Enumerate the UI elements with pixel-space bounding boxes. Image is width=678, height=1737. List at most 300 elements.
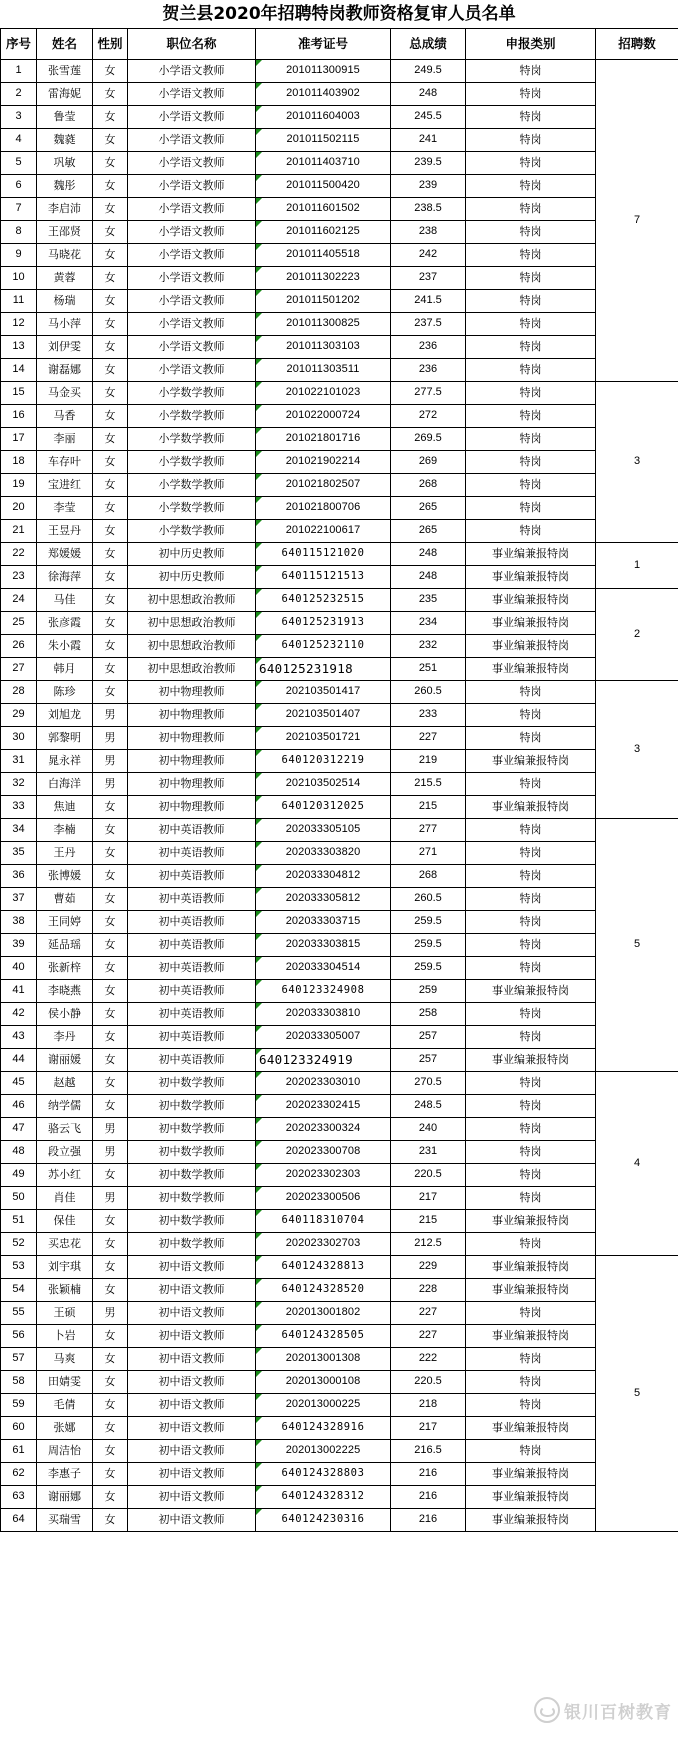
error-marker-icon <box>256 60 262 66</box>
cell-exam-number: 202103501721 <box>256 727 391 750</box>
table-row <box>1 589 678 612</box>
cell-exam-number: 201011300915 <box>256 60 391 83</box>
error-marker-icon <box>256 911 262 917</box>
table-row <box>1 129 678 152</box>
cell-exam-number: 201011502115 <box>256 129 391 152</box>
cell-index: 7 <box>1 198 37 221</box>
cell-score: 233 <box>391 704 466 727</box>
column-header-name: 姓名 <box>37 29 93 60</box>
cell-name: 巩敏 <box>37 152 93 175</box>
cell-index: 38 <box>1 911 37 934</box>
cell-name: 马金买 <box>37 382 93 405</box>
cell-position: 初中语文教师 <box>128 1348 256 1371</box>
column-header-exam-no: 准考证号 <box>256 29 391 60</box>
table-row <box>1 1509 678 1532</box>
table-row <box>1 520 678 543</box>
cell-name: 晁永祥 <box>37 750 93 773</box>
column-header-score: 总成绩 <box>391 29 466 60</box>
cell-exam-number: 201022101023 <box>256 382 391 405</box>
cell-position: 小学语文教师 <box>128 175 256 198</box>
table-body <box>1 60 678 1532</box>
cell-name: 买忠花 <box>37 1233 93 1256</box>
cell-score: 237.5 <box>391 313 466 336</box>
error-marker-icon <box>256 313 262 319</box>
cell-exam-number: 202033303810 <box>256 1003 391 1026</box>
cell-exam-number: 202023300506 <box>256 1187 391 1210</box>
column-header-quota: 招聘数 <box>596 29 678 60</box>
error-marker-icon <box>256 359 262 365</box>
cell-score: 227 <box>391 1302 466 1325</box>
cell-name: 马香 <box>37 405 93 428</box>
cell-name: 谢丽娜 <box>37 1486 93 1509</box>
cell-exam-number: 201011303103 <box>256 336 391 359</box>
cell-category: 特岗 <box>466 1233 596 1256</box>
cell-name: 王昱丹 <box>37 520 93 543</box>
cell-position: 初中物理教师 <box>128 773 256 796</box>
cell-name: 侯小静 <box>37 1003 93 1026</box>
cell-score: 227 <box>391 1325 466 1348</box>
cell-index: 11 <box>1 290 37 313</box>
error-marker-icon <box>256 474 262 480</box>
cell-exam-number: 202033304812 <box>256 865 391 888</box>
table-row <box>1 175 678 198</box>
error-marker-icon <box>256 796 262 802</box>
table-row <box>1 405 678 428</box>
table-row <box>1 198 678 221</box>
cell-index: 29 <box>1 704 37 727</box>
error-marker-icon <box>256 681 262 687</box>
cell-index: 39 <box>1 934 37 957</box>
cell-category: 事业编兼报特岗 <box>466 1417 596 1440</box>
cell-index: 19 <box>1 474 37 497</box>
cell-score: 241 <box>391 129 466 152</box>
table-row <box>1 1371 678 1394</box>
cell-position: 初中思想政治教师 <box>128 589 256 612</box>
cell-score: 249.5 <box>391 60 466 83</box>
cell-name: 李启沛 <box>37 198 93 221</box>
cell-exam-number: 640123324908 <box>256 980 391 1003</box>
table-row <box>1 612 678 635</box>
table-row <box>1 106 678 129</box>
cell-score: 242 <box>391 244 466 267</box>
cell-gender: 女 <box>93 244 128 267</box>
cell-name: 朱小霞 <box>37 635 93 658</box>
table-row <box>1 1072 678 1095</box>
table-row <box>1 267 678 290</box>
cell-score: 259.5 <box>391 957 466 980</box>
error-marker-icon <box>256 1348 262 1354</box>
cell-name: 张娜 <box>37 1417 93 1440</box>
cell-position: 小学数学教师 <box>128 474 256 497</box>
cell-name: 马小萍 <box>37 313 93 336</box>
table-row <box>1 865 678 888</box>
cell-name: 李莹 <box>37 497 93 520</box>
cell-score: 277 <box>391 819 466 842</box>
cell-score: 241.5 <box>391 290 466 313</box>
cell-name: 王丹 <box>37 842 93 865</box>
table-row <box>1 796 678 819</box>
table-row <box>1 428 678 451</box>
cell-position: 初中思想政治教师 <box>128 612 256 635</box>
cell-name: 宝进红 <box>37 474 93 497</box>
cell-position: 初中数学教师 <box>128 1210 256 1233</box>
cell-position: 小学语文教师 <box>128 152 256 175</box>
cell-name: 谢丽媛 <box>37 1049 93 1072</box>
cell-gender: 女 <box>93 1095 128 1118</box>
cell-exam-number: 202033303815 <box>256 934 391 957</box>
cell-exam-number: 202023302703 <box>256 1233 391 1256</box>
table-row <box>1 451 678 474</box>
error-marker-icon <box>256 727 262 733</box>
cell-index: 5 <box>1 152 37 175</box>
table-row <box>1 750 678 773</box>
cell-quota: 3 <box>596 382 678 543</box>
cell-category: 特岗 <box>466 888 596 911</box>
cell-position: 初中语文教师 <box>128 1394 256 1417</box>
cell-name: 肖佳 <box>37 1187 93 1210</box>
cell-name: 刘伊雯 <box>37 336 93 359</box>
cell-category: 特岗 <box>466 382 596 405</box>
cell-position: 初中思想政治教师 <box>128 635 256 658</box>
cell-position: 初中数学教师 <box>128 1118 256 1141</box>
cell-gender: 女 <box>93 1440 128 1463</box>
cell-gender: 女 <box>93 1348 128 1371</box>
error-marker-icon <box>256 1279 262 1285</box>
cell-quota: 3 <box>596 681 678 819</box>
table-row <box>1 1003 678 1026</box>
cell-score: 234 <box>391 612 466 635</box>
error-marker-icon <box>256 1003 262 1009</box>
cell-exam-number: 201011500420 <box>256 175 391 198</box>
cell-exam-number: 201021801716 <box>256 428 391 451</box>
cell-position: 小学语文教师 <box>128 313 256 336</box>
cell-name: 郑媛媛 <box>37 543 93 566</box>
error-marker-icon <box>256 1210 262 1216</box>
table-row <box>1 911 678 934</box>
cell-position: 初中语文教师 <box>128 1463 256 1486</box>
error-marker-icon <box>256 589 262 595</box>
circle-logo-icon <box>534 1697 560 1723</box>
cell-index: 61 <box>1 1440 37 1463</box>
cell-category: 事业编兼报特岗 <box>466 1279 596 1302</box>
cell-name: 毛倩 <box>37 1394 93 1417</box>
cell-score: 239.5 <box>391 152 466 175</box>
cell-index: 51 <box>1 1210 37 1233</box>
cell-category: 事业编兼报特岗 <box>466 658 596 681</box>
table-row <box>1 382 678 405</box>
column-header-position: 职位名称 <box>128 29 256 60</box>
cell-gender: 女 <box>93 336 128 359</box>
cell-exam-number: 640123324919 <box>256 1049 391 1072</box>
cell-index: 59 <box>1 1394 37 1417</box>
cell-category: 事业编兼报特岗 <box>466 635 596 658</box>
cell-category: 特岗 <box>466 1118 596 1141</box>
cell-index: 62 <box>1 1463 37 1486</box>
cell-name: 张雪莲 <box>37 60 93 83</box>
cell-position: 小学语文教师 <box>128 129 256 152</box>
error-marker-icon <box>256 842 262 848</box>
cell-score: 248 <box>391 566 466 589</box>
cell-gender: 女 <box>93 106 128 129</box>
cell-category: 事业编兼报特岗 <box>466 589 596 612</box>
cell-score: 271 <box>391 842 466 865</box>
cell-name: 王硕 <box>37 1302 93 1325</box>
cell-category: 事业编兼报特岗 <box>466 980 596 1003</box>
cell-position: 初中物理教师 <box>128 704 256 727</box>
cell-score: 258 <box>391 1003 466 1026</box>
cell-category: 特岗 <box>466 520 596 543</box>
cell-position: 初中思想政治教师 <box>128 658 256 681</box>
cell-gender: 女 <box>93 796 128 819</box>
cell-name: 周洁怡 <box>37 1440 93 1463</box>
cell-score: 259 <box>391 980 466 1003</box>
cell-score: 277.5 <box>391 382 466 405</box>
cell-index: 47 <box>1 1118 37 1141</box>
cell-score: 248 <box>391 83 466 106</box>
cell-score: 238.5 <box>391 198 466 221</box>
cell-score: 240 <box>391 1118 466 1141</box>
cell-gender: 男 <box>93 773 128 796</box>
cell-score: 265 <box>391 497 466 520</box>
cell-position: 初中英语教师 <box>128 957 256 980</box>
cell-exam-number: 202033305105 <box>256 819 391 842</box>
error-marker-icon <box>256 1233 262 1239</box>
cell-exam-number: 640120312025 <box>256 796 391 819</box>
cell-exam-number: 201011405518 <box>256 244 391 267</box>
table-row <box>1 1095 678 1118</box>
cell-exam-number: 202013000225 <box>256 1394 391 1417</box>
cell-category: 特岗 <box>466 221 596 244</box>
cell-position: 初中语文教师 <box>128 1256 256 1279</box>
error-marker-icon <box>256 175 262 181</box>
table-row <box>1 543 678 566</box>
cell-gender: 女 <box>93 1371 128 1394</box>
error-marker-icon <box>256 1141 262 1147</box>
cell-score: 235 <box>391 589 466 612</box>
cell-score: 239 <box>391 175 466 198</box>
cell-gender: 女 <box>93 612 128 635</box>
cell-name: 车存叶 <box>37 451 93 474</box>
cell-index: 20 <box>1 497 37 520</box>
cell-index: 27 <box>1 658 37 681</box>
cell-position: 初中英语教师 <box>128 865 256 888</box>
cell-index: 45 <box>1 1072 37 1095</box>
cell-gender: 女 <box>93 635 128 658</box>
cell-gender: 女 <box>93 1210 128 1233</box>
cell-exam-number: 201022100617 <box>256 520 391 543</box>
cell-score: 238 <box>391 221 466 244</box>
cell-gender: 女 <box>93 129 128 152</box>
table-row <box>1 1026 678 1049</box>
table-row <box>1 1417 678 1440</box>
cell-position: 初中物理教师 <box>128 727 256 750</box>
cell-index: 24 <box>1 589 37 612</box>
error-marker-icon <box>256 520 262 526</box>
error-marker-icon <box>256 704 262 710</box>
cell-position: 初中英语教师 <box>128 1049 256 1072</box>
error-marker-icon <box>256 934 262 940</box>
cell-score: 270.5 <box>391 1072 466 1095</box>
table-row <box>1 244 678 267</box>
error-marker-icon <box>256 83 262 89</box>
cell-gender: 女 <box>93 60 128 83</box>
cell-gender: 女 <box>93 290 128 313</box>
cell-index: 48 <box>1 1141 37 1164</box>
cell-quota: 5 <box>596 1256 678 1532</box>
cell-category: 事业编兼报特岗 <box>466 1486 596 1509</box>
cell-category: 特岗 <box>466 1003 596 1026</box>
cell-score: 216.5 <box>391 1440 466 1463</box>
cell-quota: 4 <box>596 1072 678 1256</box>
cell-category: 特岗 <box>466 405 596 428</box>
cell-position: 初中数学教师 <box>128 1095 256 1118</box>
cell-category: 特岗 <box>466 129 596 152</box>
cell-name: 白海洋 <box>37 773 93 796</box>
cell-score: 236 <box>391 336 466 359</box>
table-row <box>1 290 678 313</box>
cell-gender: 男 <box>93 750 128 773</box>
cell-exam-number: 202033303715 <box>256 911 391 934</box>
cell-gender: 男 <box>93 1141 128 1164</box>
error-marker-icon <box>256 1095 262 1101</box>
cell-index: 44 <box>1 1049 37 1072</box>
error-marker-icon <box>256 290 262 296</box>
error-marker-icon <box>256 221 262 227</box>
cell-name: 李惠子 <box>37 1463 93 1486</box>
cell-position: 小学语文教师 <box>128 267 256 290</box>
cell-category: 事业编兼报特岗 <box>466 750 596 773</box>
cell-category: 特岗 <box>466 60 596 83</box>
cell-name: 李丽 <box>37 428 93 451</box>
cell-name: 张博媛 <box>37 865 93 888</box>
table-row <box>1 1187 678 1210</box>
cell-index: 55 <box>1 1302 37 1325</box>
cell-index: 37 <box>1 888 37 911</box>
cell-index: 56 <box>1 1325 37 1348</box>
cell-category: 事业编兼报特岗 <box>466 1463 596 1486</box>
cell-category: 特岗 <box>466 727 596 750</box>
cell-name: 韩月 <box>37 658 93 681</box>
page-title: 贺兰县2020年招聘特岗教师资格复审人员名单 <box>162 4 516 24</box>
watermark <box>534 1697 672 1723</box>
error-marker-icon <box>256 497 262 503</box>
error-marker-icon <box>256 1302 262 1308</box>
cell-position: 初中历史教师 <box>128 566 256 589</box>
cell-exam-number: 201022000724 <box>256 405 391 428</box>
cell-category: 事业编兼报特岗 <box>466 796 596 819</box>
cell-index: 52 <box>1 1233 37 1256</box>
cell-position: 初中英语教师 <box>128 842 256 865</box>
cell-index: 26 <box>1 635 37 658</box>
cell-name: 郭黎明 <box>37 727 93 750</box>
error-marker-icon <box>256 1417 262 1423</box>
cell-gender: 男 <box>93 1187 128 1210</box>
table-row <box>1 60 678 83</box>
cell-index: 2 <box>1 83 37 106</box>
cell-index: 53 <box>1 1256 37 1279</box>
error-marker-icon <box>256 1486 262 1492</box>
cell-category: 特岗 <box>466 681 596 704</box>
table-row <box>1 566 678 589</box>
cell-gender: 女 <box>93 1325 128 1348</box>
cell-category: 特岗 <box>466 1440 596 1463</box>
cell-exam-number: 640115121020 <box>256 543 391 566</box>
cell-index: 43 <box>1 1026 37 1049</box>
cell-exam-number: 640124328505 <box>256 1325 391 1348</box>
cell-index: 18 <box>1 451 37 474</box>
cell-category: 特岗 <box>466 244 596 267</box>
error-marker-icon <box>256 980 262 986</box>
cell-gender: 女 <box>93 1279 128 1302</box>
cell-position: 初中物理教师 <box>128 796 256 819</box>
cell-category: 特岗 <box>466 819 596 842</box>
error-marker-icon <box>256 1164 262 1170</box>
table-row <box>1 658 678 681</box>
cell-gender: 男 <box>93 727 128 750</box>
cell-score: 216 <box>391 1486 466 1509</box>
cell-name: 雷海妮 <box>37 83 93 106</box>
cell-name: 延品瑶 <box>37 934 93 957</box>
cell-exam-number: 201011602125 <box>256 221 391 244</box>
cell-position: 小学数学教师 <box>128 405 256 428</box>
cell-category: 事业编兼报特岗 <box>466 1325 596 1348</box>
table-row <box>1 497 678 520</box>
cell-gender: 女 <box>93 819 128 842</box>
cell-gender: 女 <box>93 313 128 336</box>
table-row <box>1 313 678 336</box>
cell-name: 王邵贤 <box>37 221 93 244</box>
table-row <box>1 980 678 1003</box>
cell-position: 小学数学教师 <box>128 497 256 520</box>
cell-gender: 女 <box>93 1417 128 1440</box>
table-row <box>1 336 678 359</box>
error-marker-icon <box>256 451 262 457</box>
cell-name: 张新梓 <box>37 957 93 980</box>
cell-position: 初中英语教师 <box>128 888 256 911</box>
cell-exam-number: 201011501202 <box>256 290 391 313</box>
cell-category: 特岗 <box>466 313 596 336</box>
cell-score: 229 <box>391 1256 466 1279</box>
error-marker-icon <box>256 198 262 204</box>
cell-index: 40 <box>1 957 37 980</box>
cell-position: 初中语文教师 <box>128 1486 256 1509</box>
cell-exam-number: 202013001308 <box>256 1348 391 1371</box>
cell-gender: 女 <box>93 957 128 980</box>
cell-quota: 7 <box>596 60 678 382</box>
cell-index: 17 <box>1 428 37 451</box>
cell-position: 初中数学教师 <box>128 1141 256 1164</box>
error-marker-icon <box>256 773 262 779</box>
cell-gender: 女 <box>93 83 128 106</box>
error-marker-icon <box>256 819 262 825</box>
cell-category: 特岗 <box>466 704 596 727</box>
cell-category: 特岗 <box>466 1026 596 1049</box>
cell-score: 257 <box>391 1026 466 1049</box>
cell-name: 李楠 <box>37 819 93 842</box>
cell-gender: 女 <box>93 359 128 382</box>
cell-name: 焦迪 <box>37 796 93 819</box>
cell-category: 事业编兼报特岗 <box>466 1256 596 1279</box>
cell-name: 黄蓉 <box>37 267 93 290</box>
cell-index: 8 <box>1 221 37 244</box>
error-marker-icon <box>256 1049 262 1055</box>
error-marker-icon <box>256 1463 262 1469</box>
cell-position: 初中语文教师 <box>128 1279 256 1302</box>
cell-exam-number: 202033304514 <box>256 957 391 980</box>
cell-category: 事业编兼报特岗 <box>466 612 596 635</box>
cell-position: 初中物理教师 <box>128 750 256 773</box>
cell-gender: 女 <box>93 1233 128 1256</box>
